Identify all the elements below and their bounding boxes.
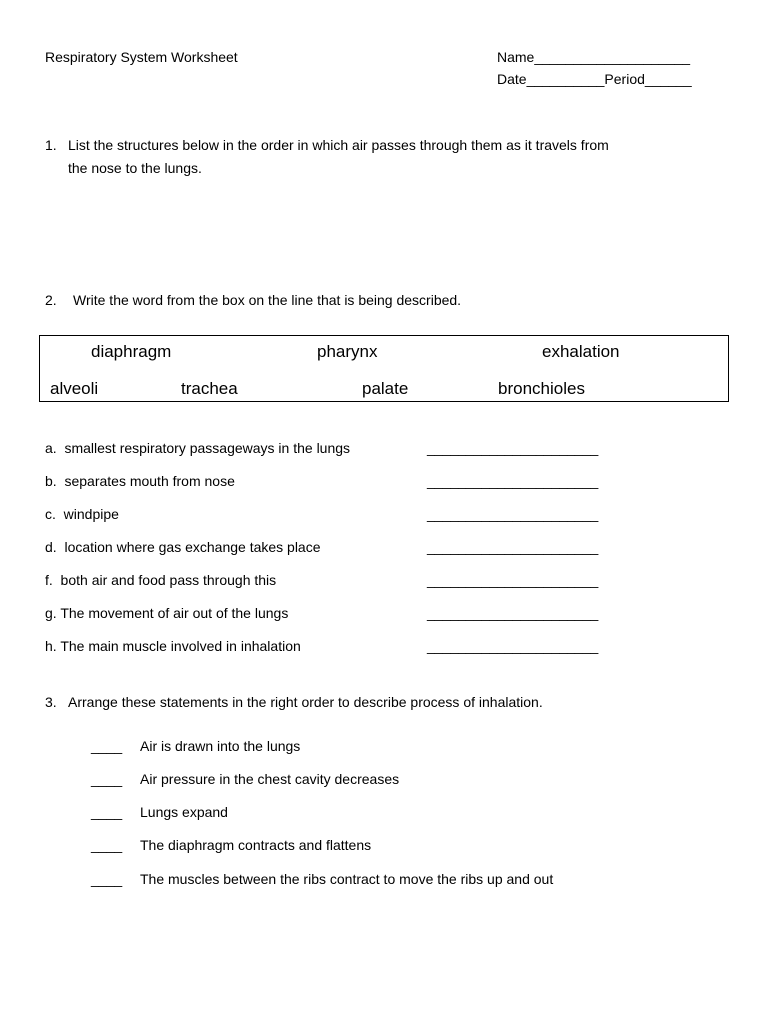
inhalation-step-2: Air pressure in the chest cavity decreases	[140, 771, 400, 787]
answer-blank-f[interactable]: ______________________	[427, 572, 599, 588]
answer-blank-b[interactable]: ______________________	[427, 473, 599, 489]
question-2-item-b: b. separates mouth from nose	[45, 473, 235, 489]
word-bank-box	[39, 335, 729, 402]
order-blank-2[interactable]: ____	[91, 771, 123, 787]
inhalation-step-5: The muscles between the ribs contract to move the ribs up and out	[140, 871, 554, 887]
question-2-item-a: a. smallest respiratory passageways in the lungs	[45, 440, 351, 456]
answer-blank-c[interactable]: ______________________	[427, 506, 599, 522]
question-1-number: 1.	[45, 137, 57, 153]
word-bank-pharynx: pharynx	[317, 342, 378, 361]
order-blank-4[interactable]: ____	[91, 837, 123, 853]
order-blank-5[interactable]: ____	[91, 871, 123, 887]
word-bank-exhalation: exhalation	[542, 342, 620, 361]
question-3-number: 3.	[45, 694, 57, 710]
date-period-field[interactable]: Date__________Period______	[497, 71, 692, 87]
order-blank-3[interactable]: ____	[91, 804, 123, 820]
word-bank-diaphragm: diaphragm	[91, 342, 172, 361]
name-field[interactable]: Name____________________	[497, 49, 691, 65]
answer-blank-a[interactable]: ______________________	[427, 440, 599, 456]
question-1-text-line-1: List the structures below in the order in which air passes through them as it travels from	[68, 137, 609, 153]
question-2-item-f: f. both air and food pass through this	[45, 572, 277, 588]
question-2-text: Write the word from the box on the line that is being described.	[73, 292, 462, 308]
answer-blank-d[interactable]: ______________________	[427, 539, 599, 555]
inhalation-step-4: The diaphragm contracts and flattens	[140, 837, 372, 853]
question-2-item-g: g. The movement of air out of the lungs	[45, 605, 289, 621]
word-bank-trachea: trachea	[181, 379, 238, 398]
question-2-item-d: d. location where gas exchange takes place	[45, 539, 321, 555]
worksheet-title: Respiratory System Worksheet	[45, 49, 238, 65]
question-2-item-c: c. windpipe	[45, 506, 119, 522]
question-3-text: Arrange these statements in the right order to describe process of inhalation.	[68, 694, 543, 710]
inhalation-step-3: Lungs expand	[140, 804, 228, 820]
question-1-text-line-2: the nose to the lungs.	[68, 160, 202, 176]
word-bank-bronchioles: bronchioles	[498, 379, 585, 398]
order-blank-1[interactable]: ____	[91, 738, 123, 754]
question-2-item-h: h. The main muscle involved in inhalation	[45, 638, 301, 654]
word-bank-alveoli: alveoli	[50, 379, 99, 398]
answer-blank-g[interactable]: ______________________	[427, 605, 599, 621]
inhalation-step-1: Air is drawn into the lungs	[140, 738, 301, 754]
answer-blank-h[interactable]: ______________________	[427, 638, 599, 654]
question-2-number: 2.	[45, 292, 57, 308]
word-bank-palate: palate	[362, 379, 409, 398]
